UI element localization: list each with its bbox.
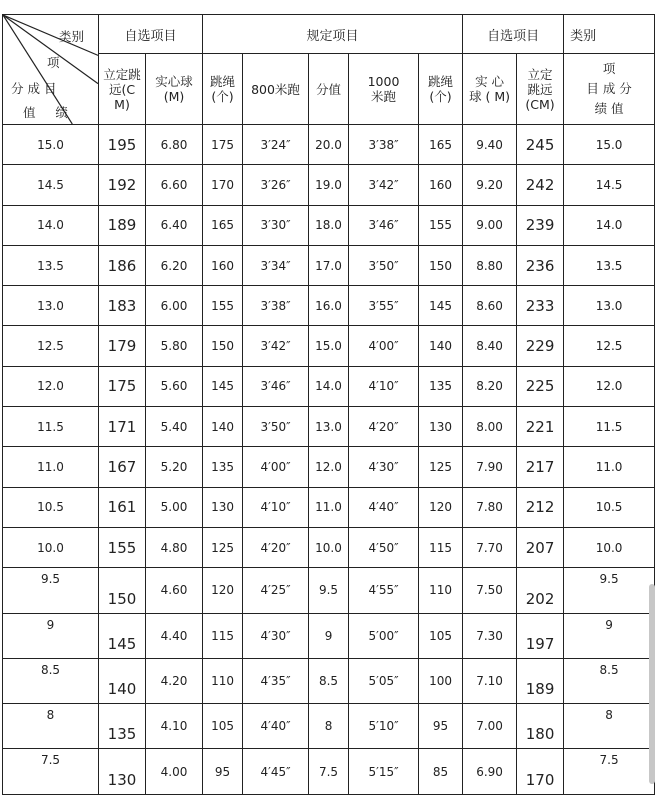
cell-jump-l: 135	[99, 704, 146, 749]
table-row	[3, 487, 655, 527]
cell-mid: 20.0	[309, 125, 349, 165]
cell-ball-l: 5.20	[146, 447, 203, 487]
cell-score: 8	[3, 704, 99, 749]
cell-jump-r: 202	[517, 568, 564, 613]
col-label: 立定跳远(CM)	[525, 66, 555, 112]
col-label: 1000米跑	[367, 74, 400, 104]
cell-score: 11.5	[3, 407, 99, 447]
corner-score-label: 分 成 目	[11, 81, 57, 96]
header-corner-cell	[3, 15, 99, 125]
cell-run800: 4′00″	[243, 447, 309, 487]
cell-score: 13.0	[3, 286, 99, 326]
cell-ball-l: 5.40	[146, 407, 203, 447]
cell-jump-r: 212	[517, 487, 564, 527]
cell-score: 15.0	[3, 125, 99, 165]
cell-jump-l: 161	[99, 487, 146, 527]
cell-ball-r: 7.00	[463, 704, 517, 749]
cell-score-r: 10.0	[564, 527, 655, 567]
col-1000m	[349, 54, 419, 125]
cell-run800: 3′38″	[243, 286, 309, 326]
cell-run800: 3′50″	[243, 407, 309, 447]
cell-run800: 4′35″	[243, 658, 309, 703]
cell-run1000: 4′55″	[349, 568, 419, 613]
cell-rope1: 150	[203, 326, 243, 366]
cell-ball-r: 9.20	[463, 165, 517, 205]
group-required: 规定项目	[203, 15, 463, 54]
table-row	[3, 658, 655, 703]
col-label: 跳绳(个)	[428, 74, 454, 104]
cell-run800: 4′20″	[243, 527, 309, 567]
cell-score-r: 7.5	[564, 749, 655, 794]
table-row	[3, 749, 655, 794]
cell-score: 10.0	[3, 527, 99, 567]
cell-ball-l: 6.80	[146, 125, 203, 165]
cell-score-r: 14.5	[564, 165, 655, 205]
cell-score-r: 9	[564, 613, 655, 658]
cell-run1000: 3′38″	[349, 125, 419, 165]
cell-ball-r: 8.40	[463, 326, 517, 366]
cell-score: 13.5	[3, 245, 99, 285]
cell-mid: 9	[309, 613, 349, 658]
cell-mid: 13.0	[309, 407, 349, 447]
cell-ball-l: 4.10	[146, 704, 203, 749]
cell-score-r: 15.0	[564, 125, 655, 165]
cell-jump-l: 130	[99, 749, 146, 794]
cell-ball-l: 4.60	[146, 568, 203, 613]
cell-ball-l: 5.60	[146, 366, 203, 406]
cell-run800: 4′45″	[243, 749, 309, 794]
cell-run1000: 5′00″	[349, 613, 419, 658]
cell-ball-r: 7.50	[463, 568, 517, 613]
cell-run1000: 4′10″	[349, 366, 419, 406]
cell-rope2: 155	[419, 205, 463, 245]
cell-jump-r: 180	[517, 704, 564, 749]
cell-run1000: 4′40″	[349, 487, 419, 527]
cell-jump-l: 171	[99, 407, 146, 447]
table-row	[3, 125, 655, 165]
cell-jump-r: 221	[517, 407, 564, 447]
cell-score-r: 9.5	[564, 568, 655, 613]
corner-category-label: 类别	[59, 29, 85, 44]
right-corner-header: 项 目 成 分 绩 值	[564, 54, 655, 125]
cell-score: 9	[3, 613, 99, 658]
cell-mid: 10.0	[309, 527, 349, 567]
cell-run800: 3′30″	[243, 205, 309, 245]
cell-ball-l: 4.00	[146, 749, 203, 794]
cell-ball-l: 6.60	[146, 165, 203, 205]
cell-rope1: 170	[203, 165, 243, 205]
cell-rope2: 145	[419, 286, 463, 326]
col-800m: 800米跑	[243, 54, 309, 125]
group-optional-right: 自选项目	[463, 15, 564, 54]
cell-jump-r: 239	[517, 205, 564, 245]
col-label: 实 心 球 ( M)	[469, 74, 511, 104]
cell-jump-r: 189	[517, 658, 564, 703]
cell-ball-r: 7.80	[463, 487, 517, 527]
col-rope-1	[203, 54, 243, 125]
cell-run1000: 5′05″	[349, 658, 419, 703]
cell-score: 11.0	[3, 447, 99, 487]
cell-rope1: 105	[203, 704, 243, 749]
col-label: 跳绳(个)	[210, 74, 236, 104]
cell-rope2: 160	[419, 165, 463, 205]
cell-rope2: 105	[419, 613, 463, 658]
cell-run1000: 5′10″	[349, 704, 419, 749]
cell-jump-l: 145	[99, 613, 146, 658]
cell-rope2: 100	[419, 658, 463, 703]
cell-mid: 18.0	[309, 205, 349, 245]
cell-run800: 3′26″	[243, 165, 309, 205]
cell-score: 14.0	[3, 205, 99, 245]
cell-score-r: 13.0	[564, 286, 655, 326]
table-row	[3, 366, 655, 406]
cell-score: 9.5	[3, 568, 99, 613]
cell-score: 14.5	[3, 165, 99, 205]
cell-jump-r: 217	[517, 447, 564, 487]
cell-ball-r: 8.80	[463, 245, 517, 285]
cell-rope1: 155	[203, 286, 243, 326]
cell-jump-l: 186	[99, 245, 146, 285]
table-row	[3, 704, 655, 749]
score-table	[2, 14, 655, 795]
col-medicine-ball-right	[463, 54, 517, 125]
cell-jump-r: 197	[517, 613, 564, 658]
cell-score-r: 8.5	[564, 658, 655, 703]
cell-rope2: 140	[419, 326, 463, 366]
cell-jump-r: 236	[517, 245, 564, 285]
cell-run1000: 3′55″	[349, 286, 419, 326]
cell-rope1: 175	[203, 125, 243, 165]
cell-jump-l: 179	[99, 326, 146, 366]
cell-score: 7.5	[3, 749, 99, 794]
cell-rope1: 95	[203, 749, 243, 794]
cell-score-r: 13.5	[564, 245, 655, 285]
cell-ball-l: 4.80	[146, 527, 203, 567]
table-row	[3, 245, 655, 285]
cell-score-r: 12.0	[564, 366, 655, 406]
cell-rope1: 115	[203, 613, 243, 658]
cell-rope1: 135	[203, 447, 243, 487]
cell-score: 8.5	[3, 658, 99, 703]
cell-run1000: 3′42″	[349, 165, 419, 205]
cell-run800: 4′10″	[243, 487, 309, 527]
cell-run1000: 5′15″	[349, 749, 419, 794]
cell-rope2: 150	[419, 245, 463, 285]
cell-run800: 3′24″	[243, 125, 309, 165]
cell-rope2: 85	[419, 749, 463, 794]
cell-jump-l: 167	[99, 447, 146, 487]
cell-score: 12.0	[3, 366, 99, 406]
cell-score: 10.5	[3, 487, 99, 527]
cell-ball-l: 4.40	[146, 613, 203, 658]
cell-jump-l: 155	[99, 527, 146, 567]
cell-jump-l: 195	[99, 125, 146, 165]
cell-ball-r: 8.60	[463, 286, 517, 326]
cell-ball-l: 4.20	[146, 658, 203, 703]
cell-rope1: 140	[203, 407, 243, 447]
cell-run800: 4′40″	[243, 704, 309, 749]
cell-jump-l: 140	[99, 658, 146, 703]
cell-ball-l: 6.00	[146, 286, 203, 326]
cell-jump-r: 170	[517, 749, 564, 794]
cell-mid: 8.5	[309, 658, 349, 703]
cell-jump-l: 150	[99, 568, 146, 613]
cell-mid: 15.0	[309, 326, 349, 366]
cell-jump-r: 207	[517, 527, 564, 567]
col-score-mid: 分值	[309, 54, 349, 125]
cell-rope1: 145	[203, 366, 243, 406]
right-category-header: 类别	[564, 15, 655, 54]
vertical-scrollbar[interactable]	[649, 584, 655, 784]
cell-score: 12.5	[3, 326, 99, 366]
cell-jump-r: 233	[517, 286, 564, 326]
cell-rope2: 110	[419, 568, 463, 613]
cell-rope2: 165	[419, 125, 463, 165]
cell-rope2: 125	[419, 447, 463, 487]
cell-rope2: 135	[419, 366, 463, 406]
cell-rope1: 130	[203, 487, 243, 527]
cell-ball-r: 7.70	[463, 527, 517, 567]
cell-mid: 8	[309, 704, 349, 749]
cell-run1000: 4′00″	[349, 326, 419, 366]
table-row	[3, 568, 655, 613]
table-row	[3, 447, 655, 487]
cell-rope2: 115	[419, 527, 463, 567]
table-row	[3, 286, 655, 326]
cell-jump-r: 245	[517, 125, 564, 165]
table-row	[3, 407, 655, 447]
cell-jump-r: 242	[517, 165, 564, 205]
col-standing-jump-right	[517, 54, 564, 125]
cell-score-r: 12.5	[564, 326, 655, 366]
table-row	[3, 205, 655, 245]
col-medicine-ball-left: 实心球(M)	[146, 54, 203, 125]
cell-score-r: 8	[564, 704, 655, 749]
cell-jump-l: 189	[99, 205, 146, 245]
corner-value-label: 值 绩	[23, 105, 68, 120]
cell-rope2: 120	[419, 487, 463, 527]
cell-score-r: 11.0	[564, 447, 655, 487]
cell-ball-l: 5.00	[146, 487, 203, 527]
cell-rope1: 125	[203, 527, 243, 567]
cell-ball-r: 8.00	[463, 407, 517, 447]
cell-run800: 4′30″	[243, 613, 309, 658]
table-row	[3, 613, 655, 658]
cell-rope1: 160	[203, 245, 243, 285]
cell-mid: 17.0	[309, 245, 349, 285]
col-rope-2	[419, 54, 463, 125]
cell-ball-r: 7.10	[463, 658, 517, 703]
cell-jump-l: 175	[99, 366, 146, 406]
col-standing-jump-left	[99, 54, 146, 125]
cell-jump-l: 192	[99, 165, 146, 205]
table-row	[3, 527, 655, 567]
cell-run1000: 3′46″	[349, 205, 419, 245]
cell-mid: 11.0	[309, 487, 349, 527]
table-row	[3, 165, 655, 205]
cell-mid: 7.5	[309, 749, 349, 794]
cell-run1000: 4′50″	[349, 527, 419, 567]
cell-rope1: 110	[203, 658, 243, 703]
corner-item-label: 项	[47, 55, 60, 70]
cell-run800: 3′34″	[243, 245, 309, 285]
cell-rope2: 95	[419, 704, 463, 749]
cell-jump-r: 229	[517, 326, 564, 366]
cell-score-r: 11.5	[564, 407, 655, 447]
cell-jump-l: 183	[99, 286, 146, 326]
cell-run800: 3′46″	[243, 366, 309, 406]
cell-ball-l: 6.20	[146, 245, 203, 285]
cell-mid: 9.5	[309, 568, 349, 613]
table-body	[3, 125, 655, 795]
cell-rope1: 120	[203, 568, 243, 613]
group-optional-left: 自选项目	[99, 15, 203, 54]
cell-run1000: 4′30″	[349, 447, 419, 487]
cell-mid: 12.0	[309, 447, 349, 487]
cell-ball-r: 9.40	[463, 125, 517, 165]
cell-score-r: 10.5	[564, 487, 655, 527]
cell-run1000: 4′20″	[349, 407, 419, 447]
cell-ball-r: 6.90	[463, 749, 517, 794]
cell-ball-r: 7.90	[463, 447, 517, 487]
cell-run800: 3′42″	[243, 326, 309, 366]
cell-mid: 19.0	[309, 165, 349, 205]
cell-rope2: 130	[419, 407, 463, 447]
cell-run800: 4′25″	[243, 568, 309, 613]
cell-mid: 16.0	[309, 286, 349, 326]
cell-ball-r: 7.30	[463, 613, 517, 658]
cell-ball-l: 6.40	[146, 205, 203, 245]
cell-rope1: 165	[203, 205, 243, 245]
table-row	[3, 326, 655, 366]
cell-run1000: 3′50″	[349, 245, 419, 285]
cell-score-r: 14.0	[564, 205, 655, 245]
cell-mid: 14.0	[309, 366, 349, 406]
cell-ball-l: 5.80	[146, 326, 203, 366]
cell-ball-r: 9.00	[463, 205, 517, 245]
cell-ball-r: 8.20	[463, 366, 517, 406]
cell-jump-r: 225	[517, 366, 564, 406]
col-label: 立定跳远(CM)	[103, 66, 141, 112]
